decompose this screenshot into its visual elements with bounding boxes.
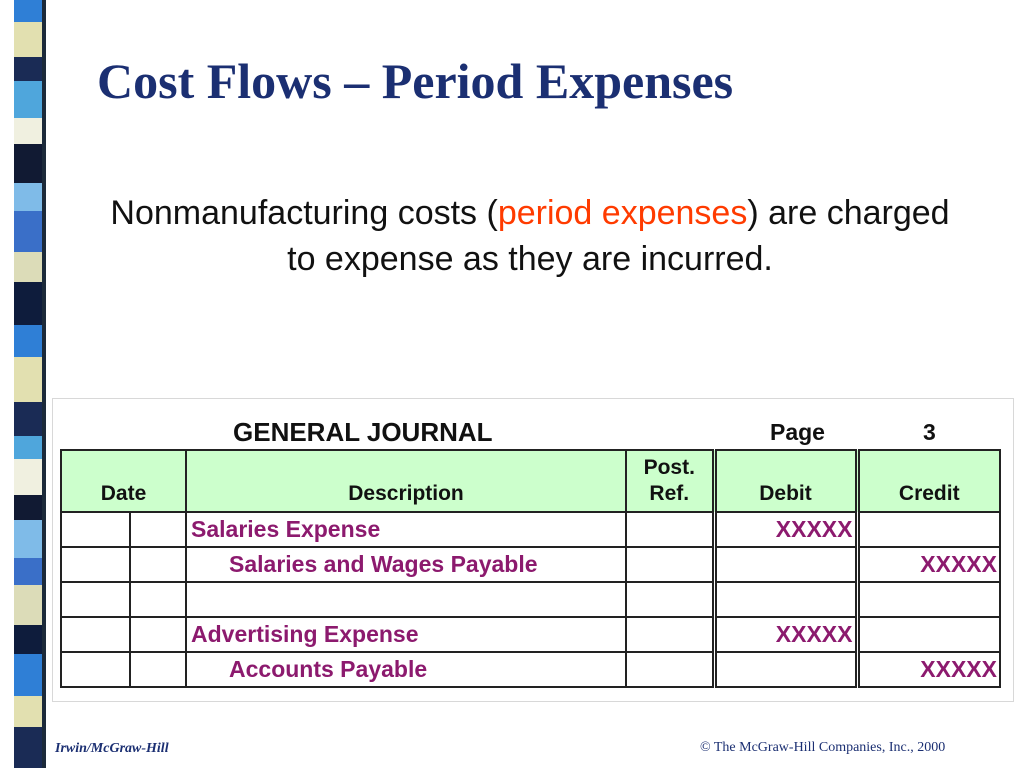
debit-cell: XXXXX: [714, 617, 857, 652]
stripe-block: [14, 211, 42, 252]
date-month-cell: [61, 582, 130, 617]
debit-cell: [714, 652, 857, 687]
credit-cell: XXXXX: [857, 652, 1000, 687]
journal-table: [60, 449, 1001, 688]
description-cell: Salaries and Wages Payable: [186, 547, 626, 582]
stripe-block: [14, 57, 42, 81]
journal-row: [61, 582, 1000, 617]
date-month-cell: [61, 617, 130, 652]
subtitle-text-end: ) are charged to expense as they are incurred.: [287, 194, 950, 278]
date-day-cell: [130, 582, 186, 617]
page-number: 3: [923, 419, 936, 445]
slide-title: Cost Flows – Period Expenses: [97, 53, 734, 109]
post-ref-cell: [626, 582, 714, 617]
stripe-block: [14, 558, 42, 585]
journal-row: [61, 512, 1000, 547]
post-ref-cell: [626, 512, 714, 547]
post-ref-header: [626, 450, 714, 512]
post-ref-header-line1: Post.: [643, 456, 695, 479]
stripe-block: [14, 654, 42, 696]
description-header: Description: [186, 450, 626, 512]
description-cell: Accounts Payable: [186, 652, 626, 687]
subtitle-highlight: period expenses: [497, 194, 748, 232]
post-ref-header-line2: Ref.: [649, 482, 690, 505]
debit-cell: XXXXX: [714, 512, 857, 547]
journal-row: [61, 617, 1000, 652]
post-ref-cell: [626, 547, 714, 582]
credit-cell: XXXXX: [857, 547, 1000, 582]
stripe-block: [14, 0, 42, 22]
journal-row: [61, 652, 1000, 687]
journal-row: [61, 547, 1000, 582]
stripe-block: [14, 402, 42, 436]
stripe-block: [14, 357, 42, 402]
debit-cell: [714, 547, 857, 582]
stripe-block: [14, 520, 42, 558]
credit-cell: [857, 582, 1000, 617]
stripe-block: [14, 696, 42, 727]
debit-header: Debit: [714, 450, 857, 512]
stripe-block: [14, 436, 42, 459]
credit-header: Credit: [857, 450, 1000, 512]
footer-publisher: Irwin/McGraw-Hill: [55, 741, 169, 756]
date-month-cell: [61, 652, 130, 687]
date-header: Date: [61, 450, 186, 512]
post-ref-cell: [626, 617, 714, 652]
stripe-block: [14, 81, 42, 118]
stripe-block: [14, 585, 42, 625]
credit-cell: [857, 512, 1000, 547]
stripe-block: [14, 325, 42, 357]
stripe-block: [14, 22, 42, 57]
stripe-block: [14, 459, 42, 495]
credit-cell: [857, 617, 1000, 652]
date-day-cell: [130, 617, 186, 652]
footer-copyright: © The McGraw-Hill Companies, Inc., 2000: [700, 740, 946, 755]
decorative-stripe: [14, 0, 42, 768]
date-day-cell: [130, 547, 186, 582]
page-label: Page: [770, 419, 825, 445]
stripe-block: [14, 144, 42, 183]
description-cell: Salaries Expense: [186, 512, 626, 547]
date-day-cell: [130, 512, 186, 547]
debit-cell: [714, 582, 857, 617]
date-month-cell: [61, 512, 130, 547]
post-ref-cell: [626, 652, 714, 687]
stripe-block: [14, 282, 42, 325]
stripe-block: [14, 118, 42, 144]
description-cell: [186, 582, 626, 617]
stripe-edge: [42, 0, 46, 768]
subtitle-text-start: Nonmanufacturing costs (: [110, 194, 498, 232]
stripe-block: [14, 495, 42, 520]
stripe-block: [14, 252, 42, 282]
date-month-cell: [61, 547, 130, 582]
stripe-block: [14, 727, 42, 768]
date-day-cell: [130, 652, 186, 687]
general-journal: [52, 398, 1014, 702]
slide-subtitle: [100, 190, 960, 282]
stripe-block: [14, 183, 42, 211]
journal-title: GENERAL JOURNAL: [233, 417, 493, 447]
description-cell: Advertising Expense: [186, 617, 626, 652]
stripe-block: [14, 625, 42, 654]
